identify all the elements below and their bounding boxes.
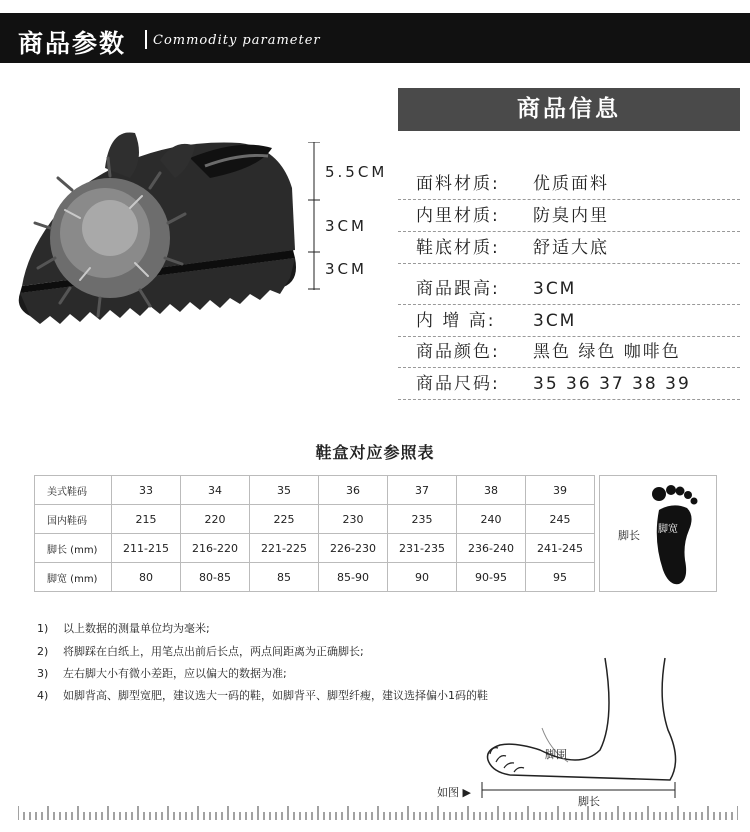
table-cell: 36 <box>319 476 388 505</box>
section-subtitle: Commodity parameter <box>153 33 321 48</box>
table-cell: 216-220 <box>181 534 250 563</box>
table-cell: 241-245 <box>526 534 595 563</box>
section-title: 商品参数 <box>18 29 127 58</box>
upper-height-label: 5.5CM <box>325 163 388 181</box>
list-item <box>37 643 364 659</box>
see-figure-label: 如图 ▶ <box>437 786 471 799</box>
table-cell: 231-235 <box>388 534 457 563</box>
table-row <box>35 534 595 563</box>
table-cell: 39 <box>526 476 595 505</box>
table-cell: 80 <box>112 563 181 592</box>
insole-height-label: 3CM <box>325 217 367 235</box>
note-number: 2) <box>37 645 49 658</box>
list-item <box>37 620 210 636</box>
foot-length-illustration-label: 脚长 <box>578 795 600 808</box>
table-row <box>35 476 595 505</box>
note-text: 左右脚大小有微小差距，应以偏大的数据为准; <box>63 667 287 680</box>
info-row-sole <box>398 232 740 264</box>
height-dimension-marker <box>308 142 320 290</box>
note-text: 如脚背高、脚型宽肥，建议选大一码的鞋，如脚背平、脚型纤瘦，建议选择偏小1码的鞋 <box>63 689 488 702</box>
table-cell: 85 <box>250 563 319 592</box>
foot-girth-label: 脚围 <box>545 748 567 761</box>
foot-width-label: 脚宽 <box>658 524 678 535</box>
info-value: 舒适大底 <box>533 238 609 258</box>
footprint-diagram-cell <box>599 475 717 592</box>
info-value: 35 36 37 38 39 <box>533 374 691 394</box>
info-row-lining <box>398 200 740 232</box>
table-row <box>35 505 595 534</box>
measuring-ruler <box>18 806 738 820</box>
info-label: 商品跟高: <box>416 279 500 299</box>
table-cell: 221-225 <box>250 534 319 563</box>
title-divider <box>145 30 147 49</box>
table-cell: 245 <box>526 505 595 534</box>
info-value: 3CM <box>533 279 577 299</box>
row-header: 美式鞋码 <box>35 476 112 505</box>
info-label: 内里材质: <box>416 206 500 226</box>
table-cell: 226-230 <box>319 534 388 563</box>
table-cell: 215 <box>112 505 181 534</box>
table-cell: 33 <box>112 476 181 505</box>
table-row <box>35 563 595 592</box>
table-cell: 90-95 <box>457 563 526 592</box>
table-cell: 37 <box>388 476 457 505</box>
table-cell: 211-215 <box>112 534 181 563</box>
info-row-colors <box>398 336 740 368</box>
note-text: 将脚踩在白纸上，用笔点出前后长点，两点间距离为正确脚长; <box>63 645 364 658</box>
row-header: 脚长 (mm) <box>35 534 112 563</box>
table-cell: 235 <box>388 505 457 534</box>
row-header: 国内鞋码 <box>35 505 112 534</box>
note-number: 4) <box>37 689 49 702</box>
table-cell: 220 <box>181 505 250 534</box>
table-cell: 230 <box>319 505 388 534</box>
table-cell: 85-90 <box>319 563 388 592</box>
note-number: 3) <box>37 667 49 680</box>
table-cell: 90 <box>388 563 457 592</box>
table-cell: 35 <box>250 476 319 505</box>
table-cell: 236-240 <box>457 534 526 563</box>
info-row-sizes <box>398 368 740 400</box>
heel-height-label: 3CM <box>325 260 367 278</box>
table-cell: 240 <box>457 505 526 534</box>
table-cell: 38 <box>457 476 526 505</box>
product-info-panel <box>398 88 740 398</box>
list-item <box>37 665 287 681</box>
info-value: 防臭内里 <box>533 206 609 226</box>
info-label: 内 增 高: <box>416 311 496 331</box>
info-row-inner-lift <box>398 305 740 337</box>
info-label: 商品尺码: <box>416 374 500 394</box>
info-label: 商品颜色: <box>416 342 500 362</box>
product-shoe-image <box>10 118 300 333</box>
size-table <box>34 475 595 592</box>
size-table-title: 鞋盒对应参照表 <box>315 443 435 462</box>
row-header: 脚宽 (mm) <box>35 563 112 592</box>
info-row-heel-height <box>398 273 740 305</box>
product-info-heading: 商品信息 <box>398 88 740 131</box>
info-label: 鞋底材质: <box>416 238 500 258</box>
table-cell: 80-85 <box>181 563 250 592</box>
info-value: 黑色 绿色 咖啡色 <box>533 342 681 362</box>
table-cell: 34 <box>181 476 250 505</box>
note-text: 以上数据的测量单位均为毫米; <box>63 622 210 635</box>
table-cell: 225 <box>250 505 319 534</box>
note-number: 1) <box>37 622 49 635</box>
info-label: 面料材质: <box>416 174 500 194</box>
table-cell: 95 <box>526 563 595 592</box>
info-value: 优质面料 <box>533 174 609 194</box>
foot-length-label: 脚长 <box>618 529 640 542</box>
info-value: 3CM <box>533 311 577 331</box>
see-figure-text: 如图 <box>437 786 459 799</box>
info-row-fabric <box>398 168 740 200</box>
